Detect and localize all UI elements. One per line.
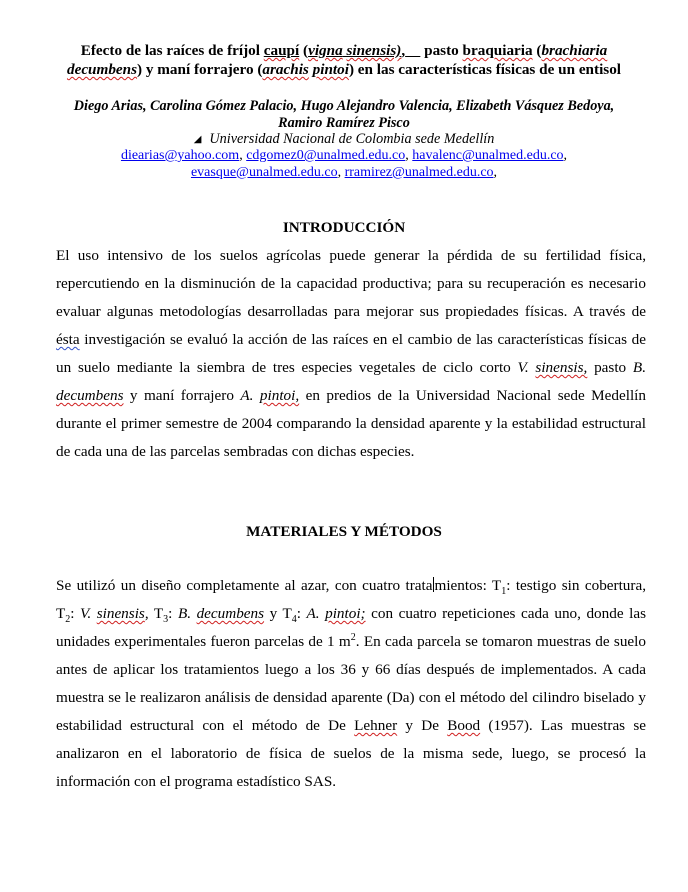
author-list (40, 98, 648, 131)
word-bood: Bood (447, 717, 481, 734)
title-text: ( (299, 42, 309, 59)
paper-title (40, 41, 648, 79)
authors-line-2: Ramiro Ramírez Pisco (278, 114, 410, 131)
species-pintoi: pintoi, (259, 387, 300, 404)
word-lehner: Lehner (354, 717, 398, 734)
word-esta: ésta (56, 331, 80, 348)
email-link-evasque[interactable]: evasque@unalmed.edu.co (190, 164, 338, 180)
species-decumbens: decumbens (196, 605, 265, 622)
title-text: ) y maní forrajero ( (137, 61, 263, 78)
section-heading-introduccion: INTRODUCCIÓN (282, 219, 406, 236)
title-brachiaria: brachiaria (541, 42, 608, 59)
title-text: Efecto de las raíces de fríjol (80, 42, 264, 59)
email-list: diearias@yahoo.com, cdgomez0@unalmed.edu.co, havalenc@unalmed.edu.co, evasque@unalmed.edu.co, rramirez@unalmed.edu.co, (120, 148, 568, 180)
introduction-paragraph: El uso intensivo de los suelos agrícolas puede generar la pérdida de su fertilidad física, repercutiendo en la disminución de la capacidad productiva; para su recuperación es necesario evaluar algunas metodologías desarrolladas para mejorar sus propiedades físicas. A través de ésta investigación se evaluó la acción de las raíces en el cambio de las características físicas de un suelo mediante la siembra de tres especies vegetales de ciclo corto V. sinensis, pasto B. decumbens y maní forrajero A. pintoi, en predios de la Universidad Nacional sede Medellín durante el primer semestre de 2004 comparando la densidad aparente y la estabilidad estructural de cada una de las parcelas sembradas con dichas especies. (56, 247, 646, 460)
title-decumbens: decumbens (66, 61, 138, 78)
authors-line-1: Diego Arias, Carolina Gómez Palacio, Hugo Alejandro Valencia, Elizabeth Vásquez Bedoya, (73, 98, 615, 114)
email-link-havalenc[interactable]: havalenc@unalmed.edu.co (412, 148, 564, 163)
affiliation-text: Universidad Nacional de Colombia sede Medellín (209, 131, 495, 147)
title-sinensis: sinensis) (346, 42, 402, 59)
title-comma: , (401, 42, 406, 59)
materials-paragraph: Se utilizó un diseño completamente al azar, con cuatro trata mientos: $T_1$: testigo sin cobertura, $T_2$: V. sinensis, $T_3$: B. decumbens y $T_4$: A. pintoi; con cuatro repeticiones cada uno, donde las unidades experimentales fueron parcelas de 1 $m^2$. En cada parcela se tomaron muestras de suelo antes de aplicar los tratamientos luego a los 36 y 66 días después de implementados. A cada muestra se le realizaron análisis de densidad aparente (Da) con el método del cilindro biselado y estabilidad estructural con el método de De Lehner y De Bood (1957). Las muestras se analizaron en el laboratorio de física de suelos de la misma sede, luego, se procesó la información con el programa estadístico SAS. (56, 577, 646, 790)
species-sinensis: sinensis, (535, 359, 588, 376)
affiliation (40, 131, 648, 150)
email-link-diearias[interactable]: diearias@yahoo.com (120, 148, 240, 163)
title-vigna: vigna (308, 42, 343, 59)
title-text: ( (532, 42, 542, 59)
affiliation-marker-icon: ◢ (193, 134, 202, 145)
section-heading-materiales: MATERIALES Y MÉTODOS (246, 523, 442, 540)
email-link-cdgomez0[interactable]: cdgomez0@unalmed.edu.co (246, 148, 406, 163)
species-decumbens: decumbens (56, 387, 124, 404)
title-caupi: caupí (263, 42, 300, 59)
title-text: ) en las características físicas de un entisol (348, 61, 622, 78)
species-pintoi: pintoi; (325, 605, 366, 622)
email-link-rramirez[interactable]: rramirez@unalmed.edu.co (344, 164, 494, 180)
title-braquiaria: braquiaria (462, 42, 533, 59)
title-pintoi: pintoi (312, 61, 349, 78)
title-arachis: arachis (262, 61, 309, 78)
species-sinensis: sinensis (96, 605, 145, 622)
title-text: pasto (420, 42, 463, 59)
